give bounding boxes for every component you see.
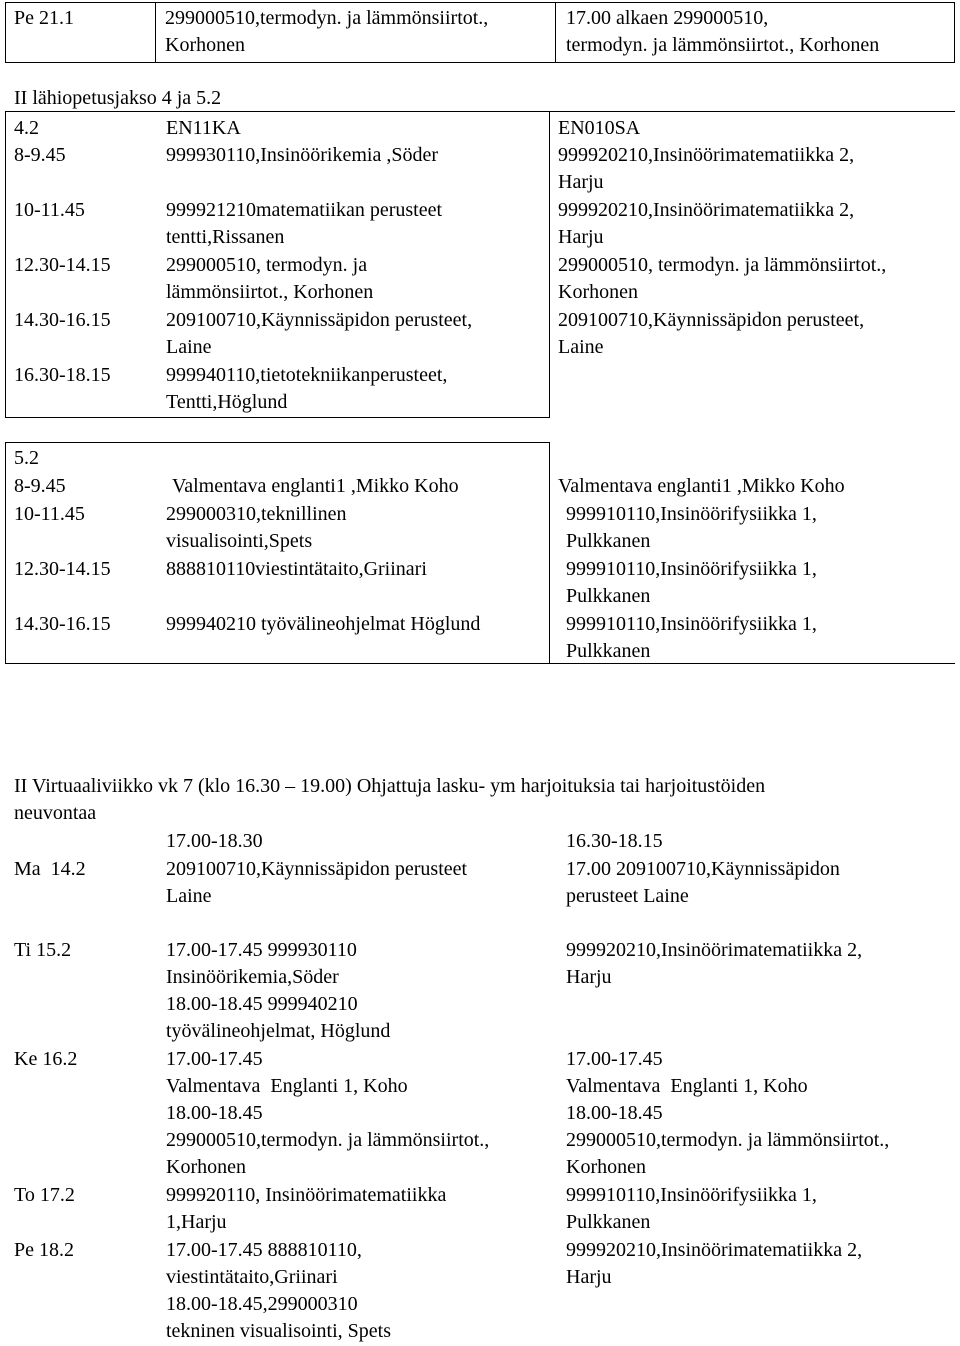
top-row-col2-line1: 17.00 alkaen 299000510, [566,7,769,29]
table-cell: 17.00-17.45 [566,1048,663,1070]
table-row-day: Ke 16.2 [14,1048,78,1070]
table-cell: Pulkkanen [566,640,651,662]
section1-header-col1: EN11KA [166,117,241,139]
table-cell: Korhonen [566,1156,646,1178]
table-cell: Pulkkanen [566,1211,651,1233]
section1-heading: II lähiopetusjakso 4 ja 5.2 [14,87,222,109]
table-cell: Harju [558,171,604,193]
table-row-day: Ma 14.2 [14,858,86,880]
table-cell: 299000510,termodyn. ja lämmönsiirtot., [566,1129,890,1151]
table-cell: 999920110, Insinöörimatematiikka [166,1184,447,1206]
table-row-day: Ti 15.2 [14,939,72,961]
table-cell: 999921210matematiikan perusteet [166,199,443,221]
table-cell: viestintätaito,Griinari [166,1266,338,1288]
table-cell: Pulkkanen [566,585,651,607]
table-row-day: To 17.2 [14,1184,75,1206]
table-cell: 999920210,Insinöörimatematiikka 2, [558,144,855,166]
table-cell: Laine [166,885,212,907]
table-cell: tentti,Rissanen [166,226,285,248]
table-cell: Laine [558,336,604,358]
table-cell: 999910110,Insinöörifysiikka 1, [566,613,817,635]
section3-heading-line2: neuvontaa [14,802,97,824]
table-cell: 999920210,Insinöörimatematiikka 2, [558,199,855,221]
top-row-day: Pe 21.1 [14,7,74,29]
table-cell: Valmentava Englanti 1, Koho [566,1075,808,1097]
table-row-time: 12.30-14.15 [14,558,111,580]
section3-heading-line1: II Virtuaaliviikko vk 7 (klo 16.30 – 19.00) Ohjattuja lasku- ym harjoituksia tai harjoitustöiden [14,775,766,797]
table-cell: 18.00-18.45,299000310 [166,1293,358,1315]
table-cell: 17.00-17.45 999930110 [166,939,357,961]
table-row-day: Pe 18.2 [14,1239,74,1261]
table-cell: 999910110,Insinöörifysiikka 1, [566,558,817,580]
table-cell: 299000510, termodyn. ja lämmönsiirtot., [558,254,887,276]
table-row-time: 10-11.45 [14,503,85,525]
table-cell: 999930110,Insinöörikemia ,Söder [166,144,439,166]
table-row-time: 8-9.45 [14,475,66,497]
table-cell: Pulkkanen [566,530,651,552]
table-row-time: 14.30-16.15 [14,613,111,635]
table-row-time: 8-9.45 [14,144,66,166]
table-cell: 17.00-17.45 [166,1048,263,1070]
table-cell: 17.00 209100710,Käynnissäpidon [566,858,840,880]
table-cell: visualisointi,Spets [166,530,313,552]
table-cell: 999940210 työvälineohjelmat Höglund [166,613,481,635]
table-cell: 999920210,Insinöörimatematiikka 2, [566,939,863,961]
table-row-time: 12.30-14.15 [14,254,111,276]
table-cell: 17.00-17.45 888810110, [166,1239,362,1261]
table-cell: tekninen visualisointi, Spets [166,1320,391,1342]
section1-header-col2: EN010SA [558,117,641,139]
table-cell: 1,Harju [166,1211,227,1233]
section3-header-col1: 17.00-18.30 [166,830,263,852]
table-cell: 18.00-18.45 [566,1102,663,1124]
top-row-col2-line2: termodyn. ja lämmönsiirtot., Korhonen [566,34,880,56]
table-cell: Tentti,Höglund [166,391,288,413]
table-cell: Harju [558,226,604,248]
table-cell: Korhonen [166,1156,246,1178]
table-cell: Harju [566,1266,612,1288]
section3-header-col2: 16.30-18.15 [566,830,663,852]
table-cell: Insinöörikemia,Söder [166,966,339,988]
table-cell: 999910110,Insinöörifysiikka 1, [566,1184,817,1206]
table-cell: Valmentava englanti1 ,Mikko Koho [172,475,459,497]
table-cell: 209100710,Käynnissäpidon perusteet, [558,309,865,331]
table-row-time: 16.30-18.15 [14,364,111,386]
table-cell: 18.00-18.45 999940210 [166,993,358,1015]
table-cell: 18.00-18.45 [166,1102,263,1124]
top-row-col1-line1: 299000510,termodyn. ja lämmönsiirtot., [165,7,489,29]
table-cell: lämmönsiirtot., Korhonen [166,281,374,303]
table-cell: 999920210,Insinöörimatematiikka 2, [566,1239,863,1261]
table-cell: perusteet Laine [566,885,689,907]
top-row-col1-line2: Korhonen [165,34,245,56]
table-cell: Korhonen [558,281,638,303]
table-cell: 209100710,Käynnissäpidon perusteet, [166,309,473,331]
table-cell: työvälineohjelmat, Höglund [166,1020,391,1042]
table-cell: 209100710,Käynnissäpidon perusteet [166,858,468,880]
table-cell: Harju [566,966,612,988]
section1-header-date: 4.2 [14,117,39,139]
table-cell: 299000510,termodyn. ja lämmönsiirtot., [166,1129,490,1151]
table-cell: 299000510, termodyn. ja [166,254,368,276]
table-row-time: 10-11.45 [14,199,85,221]
table-cell: Valmentava englanti1 ,Mikko Koho [558,475,845,497]
table-cell: Laine [166,336,212,358]
table-cell: 888810110viestintätaito,Griinari [166,558,427,580]
table-cell: 299000310,teknillinen [166,503,347,525]
table-row-time: 14.30-16.15 [14,309,111,331]
section2-header-date: 5.2 [14,447,39,469]
table-cell: 999910110,Insinöörifysiikka 1, [566,503,817,525]
table-cell: 999940110,tietotekniikanperusteet, [166,364,448,386]
table-cell: Valmentava Englanti 1, Koho [166,1075,408,1097]
